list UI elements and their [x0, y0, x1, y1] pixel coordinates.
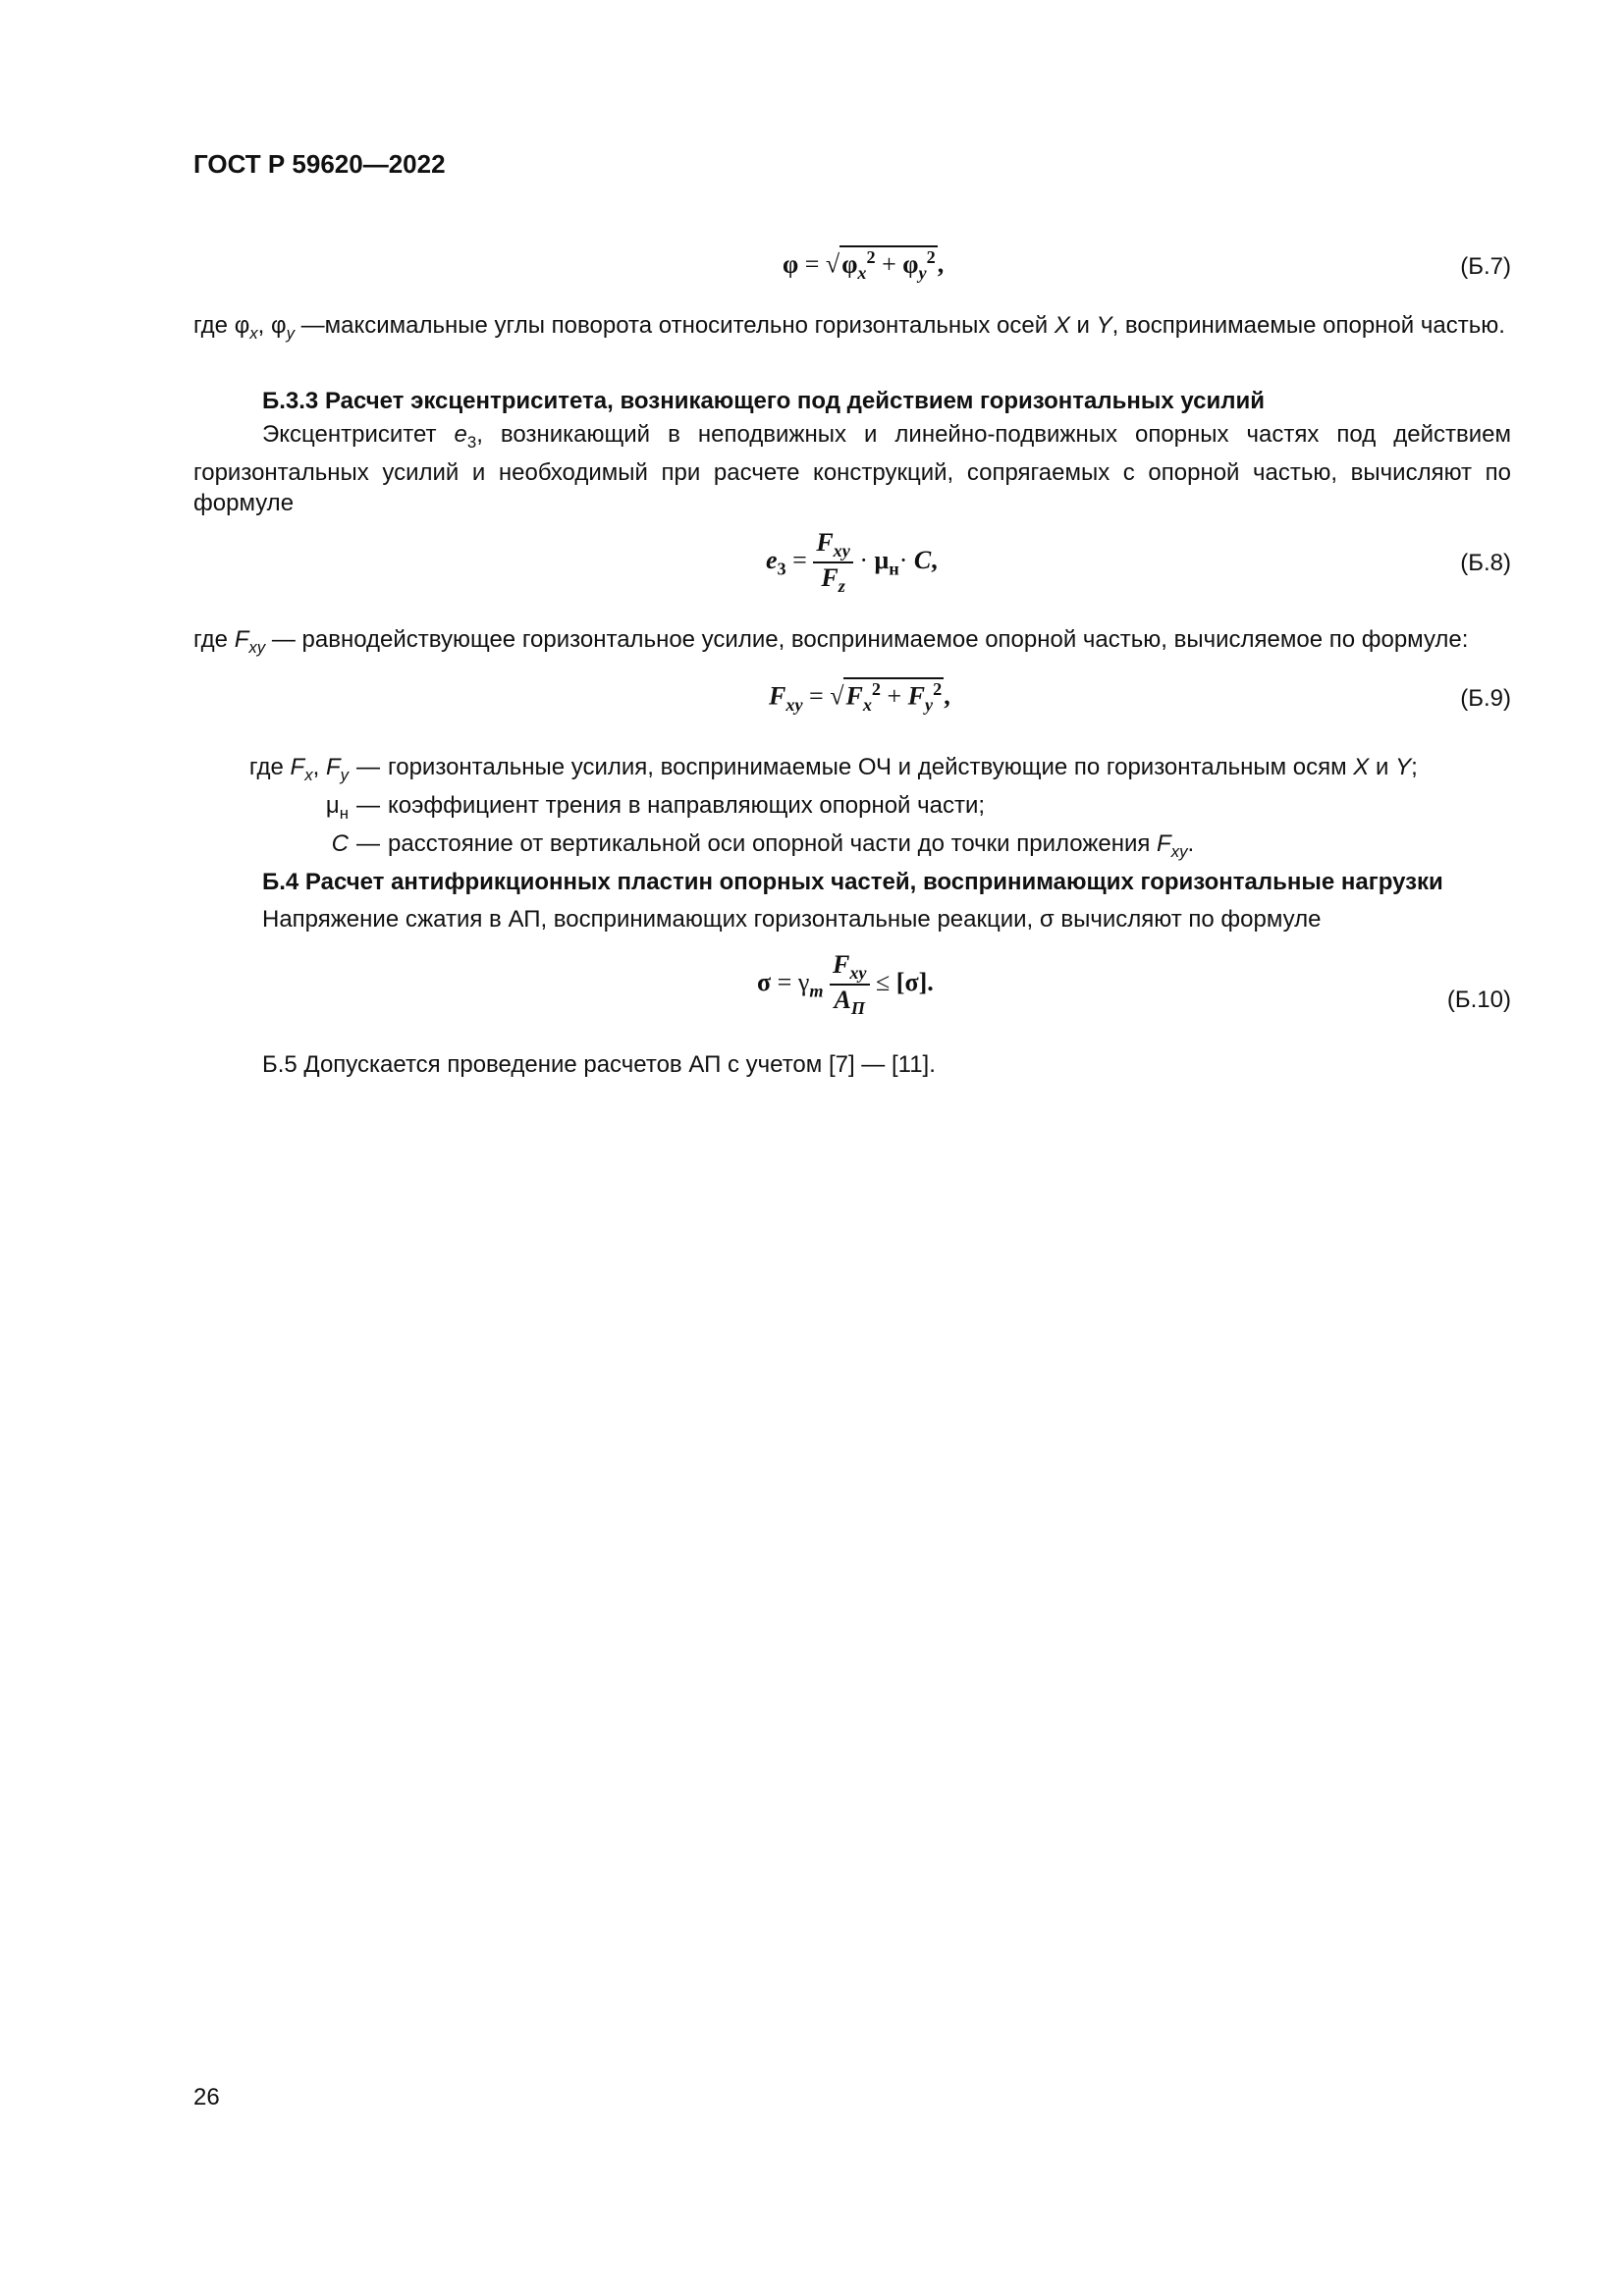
equation-number-b9: (Б.9): [1460, 685, 1511, 712]
definition-row: где $F_x$, $F_y$ — горизонтальные усилия, воспринимаемые ОЧ и действующие по горизонтальным осям X и Y;: [248, 754, 1418, 784]
equation-b10: $\sigma = \gamma_m$ $\frac{F_{xy}}{A_П}$ ≤ [σ].: [757, 950, 934, 1019]
document-header: ГОСТ Р 59620—2022: [193, 149, 446, 179]
equation-b8: $e_3$ = $\frac{F_{xy}}{F_z}$ · $\mu_н\cdot C$,: [766, 528, 938, 597]
definitions-b9: [193, 752, 1511, 866]
equation-b7: $\varphi = √\varphi_x^2 + \varphi_y^2$,: [783, 247, 945, 283]
definition-b7: где $\varphi_x$, $\varphi_y$ — максимальные углы поворота относительно горизонтальных осей X и Y, воспринимаемые опорной частью.: [193, 312, 1505, 343]
paragraph-b4: Напряжение сжатия в АП, воспринимающих горизонтальные реакции, σ вычисляют по формуле: [262, 906, 1322, 933]
section-heading-b33: Б.3.3 Расчет эксцентриситета, возникающего под действием горизонтальных усилий: [262, 388, 1266, 414]
definition-row: $\mu_н$ — коэффициент трения в направляющих опорной части;: [325, 791, 986, 823]
section-heading-b4: Б.4 Расчет антифрикционных пластин опорных частей, воспринимающих горизонтальные нагрузки: [262, 869, 1443, 895]
equation-number-b10: (Б.10): [1446, 987, 1511, 1013]
page-number: 26: [193, 2084, 220, 2110]
definition-b8: где $F_{xy}$ — равнодействующее горизонтальное усилие, воспринимаемое опорной частью, вычисляемое по формуле:: [193, 626, 1469, 657]
equation-number-b8: (Б.8): [1460, 550, 1511, 576]
paragraph-b5: Б.5 Допускается проведение расчетов АП с учетом [7] — [11].: [262, 1051, 936, 1078]
paragraph-b33: Эксцентриситет $e_3$, возникающий в неподвижных и линейно-подвижных опорных частях под действием горизонтальных усилий и необходимый при расчете конструкций, сопрягаемых с опорной частью, вычисляют по формуле: [193, 421, 1511, 516]
definition-row: C — расстояние от вертикальной оси опорной части до точки приложения $F_{xy}$.: [331, 829, 1195, 861]
equation-b9: $F_{xy} = √F_x^2 + F_y^2$,: [769, 679, 950, 715]
equation-number-b7: (Б.7): [1460, 253, 1511, 280]
